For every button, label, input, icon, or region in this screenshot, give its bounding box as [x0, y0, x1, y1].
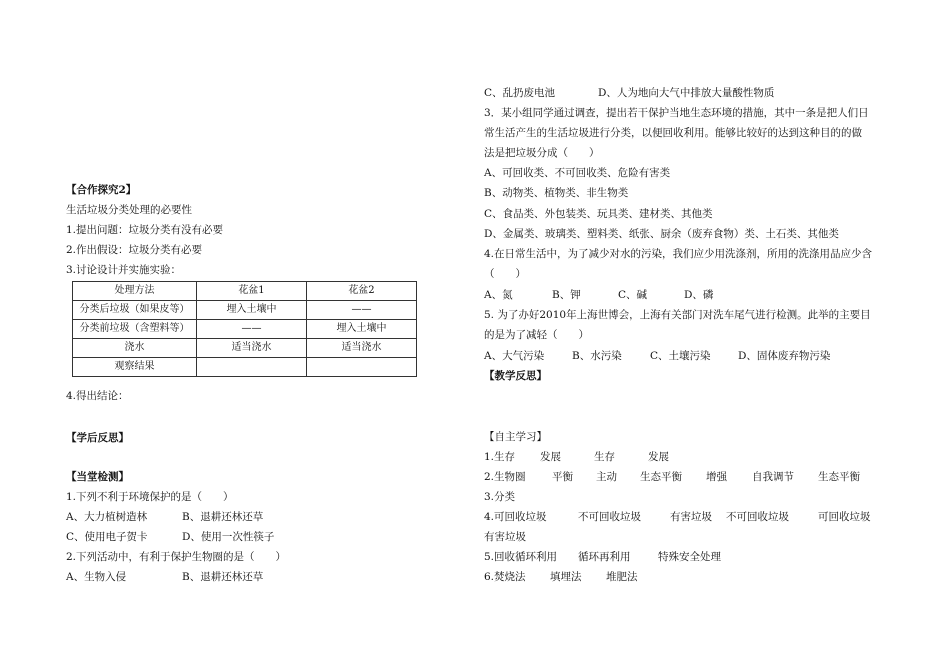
table-cell [197, 358, 307, 377]
answer-6 [484, 570, 638, 584]
section-heading-in-class-check: 【当堂检测】 [66, 471, 129, 483]
answer-3: 3.分类 [484, 491, 516, 503]
question-1: 1.下列不利于环境保护的是（ ） [66, 491, 234, 503]
answer-text: 增强 [706, 471, 727, 483]
question-5-option-b: B、水污染 [572, 350, 622, 362]
answer-text: 生态平衡 [818, 471, 860, 483]
answer-text: 可回收垃圾 [818, 511, 871, 523]
table-cell: 分类后垃圾（如果皮等） [73, 301, 197, 320]
question-1-option-c: C、使用电子贺卡 [66, 531, 148, 543]
answer-text: 自我调节 [752, 471, 794, 483]
inquiry-intro: 生活垃圾分类处理的必要性 [66, 204, 192, 216]
question-5-option-d: D、固体废弃物污染 [738, 350, 831, 362]
answer-5 [484, 550, 721, 564]
question-2-option-b: B、退耕还林还草 [182, 571, 264, 583]
question-3-line-2: 常生活产生的生活垃圾进行分类，以便回收利用。能够比较好的达到这种目的的做 [484, 127, 862, 139]
answer-text: 发展 [648, 451, 669, 463]
section-heading-teaching-reflection: 【教学反思】 [484, 370, 547, 382]
question-4-line-2: （ ） [484, 268, 526, 280]
table-cell [307, 358, 417, 377]
table-header-cell: 处理方法 [73, 282, 197, 301]
answer-text: 5.回收循环利用 [484, 551, 558, 563]
question-4-option-b: B、钾 [552, 289, 581, 301]
question-3-line-3: 法是把垃圾分成（ ） [484, 147, 600, 159]
question-2-option-d: D、人为地向大气中排放大量酸性物质 [598, 87, 775, 99]
answer-text: 填埋法 [550, 571, 582, 583]
question-5-line-2: 的是为了减轻（ ） [484, 329, 589, 341]
table-row [73, 301, 417, 320]
answer-text: 不可回收垃圾 [578, 511, 641, 523]
question-4-option-c: C、碱 [618, 289, 648, 301]
answer-text: 平衡 [552, 471, 573, 483]
answer-text: 1.生存 [484, 451, 516, 463]
answer-text: 主动 [596, 471, 617, 483]
answer-1 [484, 450, 669, 464]
question-5-option-c: C、土壤污染 [650, 350, 711, 362]
table-row [73, 339, 417, 358]
table-cell: 观察结果 [73, 358, 197, 377]
question-1-option-d: D、使用一次性筷子 [182, 531, 275, 543]
answer-text: 循环再利用 [578, 551, 631, 563]
experiment-table [72, 281, 417, 377]
table-cell: —— [197, 320, 307, 339]
table-header-cell: 花盆1 [197, 282, 307, 301]
table-cell: 适当浇水 [197, 339, 307, 358]
table-cell: 适当浇水 [307, 339, 417, 358]
answer-4-line-2: 有害垃圾 [484, 531, 526, 543]
inquiry-step-2: 2.作出假设：垃圾分类有必要 [66, 244, 203, 256]
answer-text: 有害垃圾 [670, 511, 712, 523]
table-cell: 浇水 [73, 339, 197, 358]
question-1-option-b: B、退耕还林还草 [182, 511, 264, 523]
table-row [73, 358, 417, 377]
table-cell: 分类前垃圾（含塑料等） [73, 320, 197, 339]
table-cell: 埋入土壤中 [197, 301, 307, 320]
section-heading-cooperative-inquiry: 【合作探究2】 [66, 184, 137, 196]
inquiry-step-4: 4.得出结论： [66, 390, 129, 402]
question-3-option-b: B、动物类、植物类、非生物类 [484, 187, 629, 199]
answer-text: 生存 [594, 451, 615, 463]
answer-4 [484, 510, 871, 524]
question-4-line-1: 4.在日常生活中，为了减少对水的污染，我们应少用洗涤剂，所用的洗涤用品应少含 [484, 248, 873, 260]
question-3-option-c: C、食品类、外包装类、玩具类、建材类、其他类 [484, 208, 713, 220]
table-header-cell: 花盆2 [307, 282, 417, 301]
inquiry-step-1: 1.提出问题：垃圾分类有没有必要 [66, 224, 224, 236]
table-header-row [73, 282, 417, 301]
answer-text: 4.可回收垃圾 [484, 511, 547, 523]
section-heading-post-reflection: 【学后反思】 [66, 432, 129, 444]
inquiry-step-3: 3.讨论设计并实施实验： [66, 264, 182, 276]
question-4-option-d: D、磷 [684, 289, 714, 301]
question-5-option-a: A、大气污染 [484, 350, 545, 362]
answer-2 [484, 470, 860, 484]
section-heading-self-study: 【自主学习】 [484, 431, 547, 443]
answer-text: 特殊安全处理 [658, 551, 721, 563]
question-2-option-c: C、乱扔废电池 [484, 87, 556, 99]
question-4-option-a: A、氮 [484, 289, 513, 301]
table-cell: 埋入土壤中 [307, 320, 417, 339]
question-1-option-a: A、大力植树造林 [66, 511, 148, 523]
question-5-line-1: 5. 为了办好2010年上海世博会，上海有关部门对洗车尾气进行检测。此举的主要目 [484, 309, 871, 321]
question-3-option-a: A、可回收类、不可回收类、危险有害类 [484, 167, 671, 179]
answer-text: 6.焚烧法 [484, 571, 526, 583]
question-2-option-a: A、生物入侵 [66, 571, 127, 583]
answer-text: 不可回收垃圾 [726, 511, 789, 523]
question-3-line-1: 3．某小组同学通过调查，提出若干保护当地生态环境的措施，其中一条是把人们日 [484, 107, 869, 119]
answer-text: 生态平衡 [640, 471, 682, 483]
question-3-option-d: D、金属类、玻璃类、塑料类、纸张、厨余（废弃食物）类、土石类、其他类 [484, 228, 839, 240]
answer-text: 发展 [540, 451, 561, 463]
table-cell: —— [307, 301, 417, 320]
question-2: 2.下列活动中，有利于保护生物圈的是（ ） [66, 551, 287, 563]
answer-text: 堆肥法 [606, 571, 638, 583]
table-row [73, 320, 417, 339]
answer-text: 2.生物圈 [484, 471, 526, 483]
